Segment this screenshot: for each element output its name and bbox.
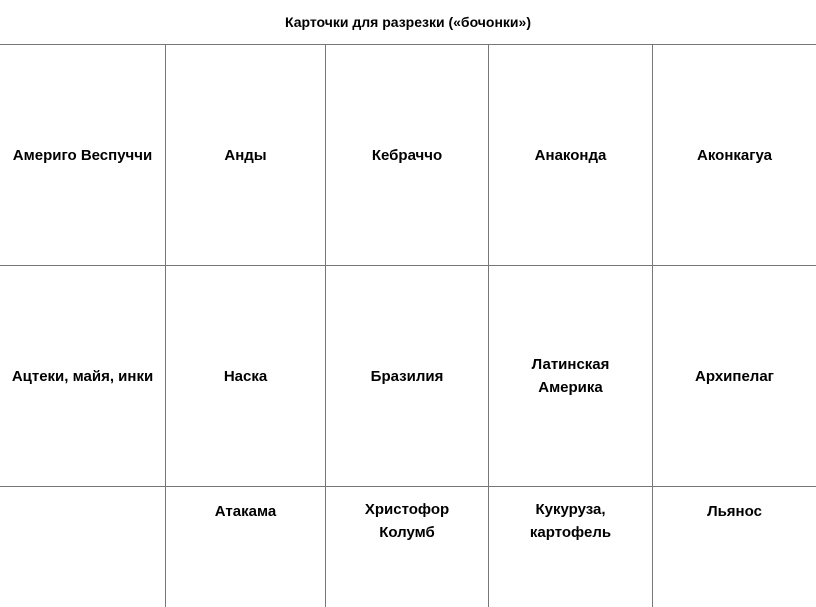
card-label: Христофор Колумб	[364, 501, 450, 541]
card-cell	[166, 45, 326, 265]
card-cell	[0, 487, 166, 607]
card-cell	[326, 45, 489, 265]
card-cell	[653, 45, 816, 265]
card-label: Аконкагуа	[697, 146, 772, 164]
cards-table	[0, 44, 816, 555]
card-label: Кебраччо	[371, 146, 443, 164]
card-cell	[166, 266, 326, 486]
card-cell	[326, 487, 489, 607]
card-label: Льянос	[707, 503, 762, 520]
table-row	[0, 266, 816, 487]
card-label: Ацтеки, майя, инки	[11, 367, 154, 385]
card-cell	[0, 45, 166, 265]
card-cell	[166, 487, 326, 607]
card-label: Анаконда	[534, 146, 607, 164]
card-cell	[0, 266, 166, 486]
page-title: Карточки для разрезки («бочонки»)	[285, 14, 531, 30]
card-cell	[326, 266, 489, 486]
card-label: Наска	[223, 367, 268, 385]
card-label: Америго Веспуччи	[12, 146, 153, 164]
card-label: Кукуруза, картофель	[529, 501, 612, 541]
card-cell	[489, 45, 653, 265]
card-label: Бразилия	[370, 367, 444, 385]
card-label: Атакама	[214, 503, 277, 520]
table-row	[0, 487, 816, 607]
card-label: Латинская Америка	[531, 356, 610, 396]
table-row	[0, 45, 816, 266]
card-label: Архипелаг	[695, 367, 774, 385]
card-cell	[489, 266, 653, 486]
card-cell	[653, 266, 816, 486]
card-label: Анды	[224, 146, 267, 164]
card-cell	[653, 487, 816, 607]
card-cell	[489, 487, 653, 607]
